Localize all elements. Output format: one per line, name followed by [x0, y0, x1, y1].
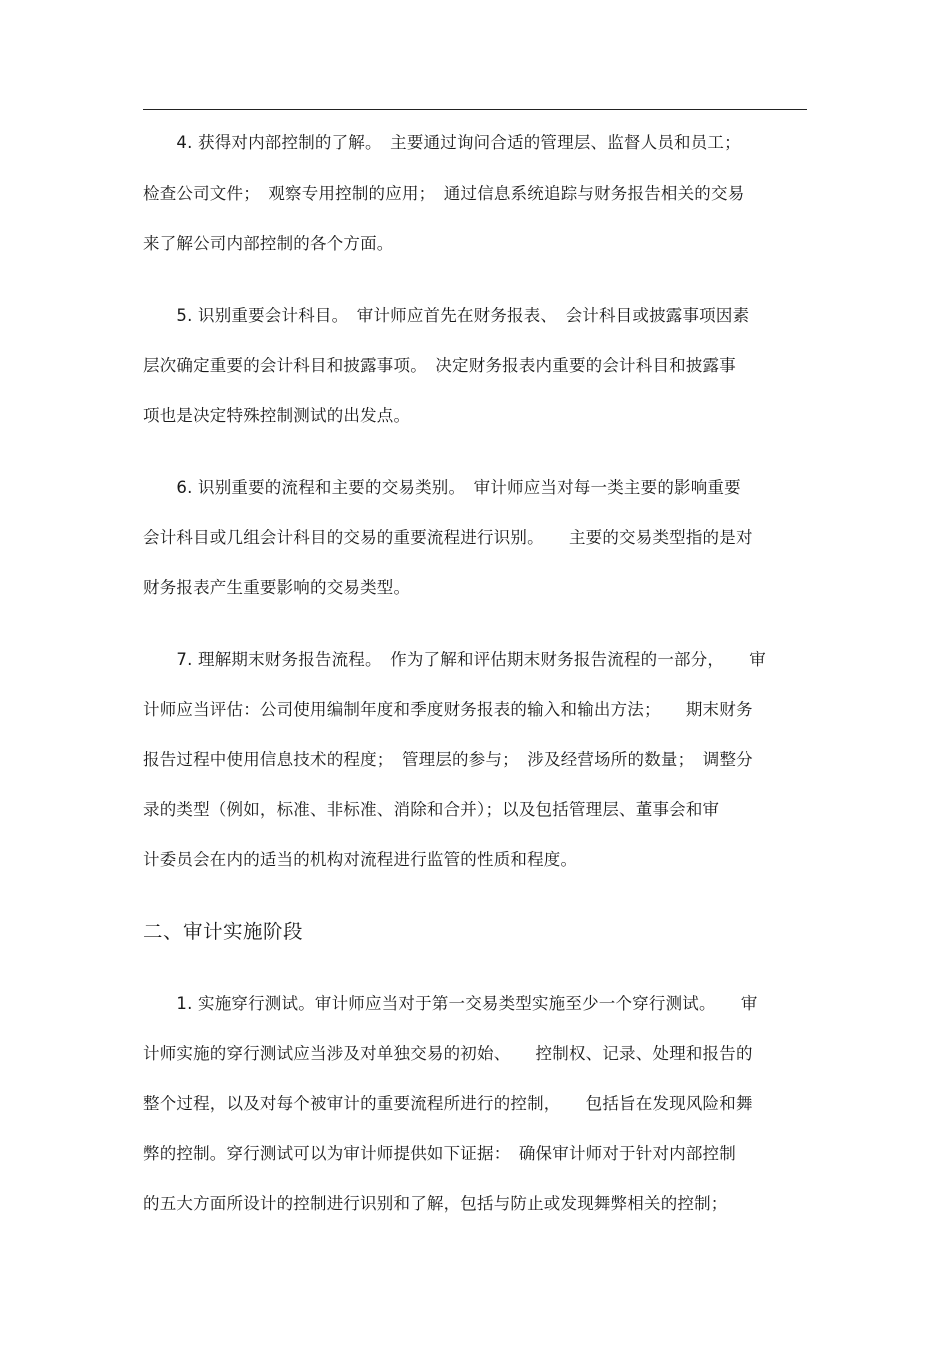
para-s2-1-line-4: 弊的控制。穿行测试可以为审计师提供如下证据： 确保审计师对于针对内部控制: [143, 1144, 736, 1163]
section-heading: 二、审计实施阶段: [143, 920, 304, 943]
para-7-line-3: 报告过程中使用信息技术的程度； 管理层的参与； 涉及经营场所的数量； 调整分: [143, 750, 753, 769]
para-s2-1-line-2: 计师实施的穿行测试应当涉及对单独交易的初始、 控制权、记录、处理和报告的: [143, 1044, 753, 1063]
para-s2-1-line-3: 整个过程，以及对每个被审计的重要流程所进行的控制， 包括旨在发现风险和舞: [143, 1094, 753, 1113]
para-s2-1-line-1: 1. 实施穿行测试。审计师应当对于第一交易类型实施至少一个穿行测试。 审: [143, 994, 758, 1013]
para-6-line-2: 会计科目或几组会计科目的交易的重要流程进行识别。 主要的交易类型指的是对: [143, 528, 753, 547]
para-6-line-1: 6. 识别重要的流程和主要的交易类别。 审计师应当对每一类主要的影响重要: [143, 478, 741, 497]
para-5-line-2: 层次确定重要的会计科目和披露事项。 决定财务报表内重要的会计科目和披露事: [143, 356, 736, 375]
para-5-line-3: 项也是决定特殊控制测试的出发点。: [143, 406, 411, 425]
para-7-line-5: 计委员会在内的适当的机构对流程进行监管的性质和程度。: [143, 850, 578, 869]
para-7-line-2: 计师应当评估：公司使用编制年度和季度财务报表的输入和输出方法； 期末财务: [143, 700, 753, 719]
para-4-line-1: 4. 获得对内部控制的了解。 主要通过询问合适的管理层、监督人员和员工；: [143, 133, 741, 152]
para-5-line-1: 5. 识别重要会计科目。 审计师应首先在财务报表、 会计科目或披露事项因素: [143, 306, 750, 325]
header-rule: [143, 109, 807, 110]
para-s2-1-line-5: 的五大方面所设计的控制进行识别和了解，包括与防止或发现舞弊相关的控制；: [143, 1194, 728, 1213]
para-7-line-4: 录的类型（例如，标准、非标准、消除和合并）；以及包括管理层、董事会和审: [143, 800, 720, 819]
para-4-line-3: 来了解公司内部控制的各个方面。: [143, 234, 394, 253]
para-4-line-2: 检查公司文件； 观察专用控制的应用； 通过信息系统追踪与财务报告相关的交易: [143, 184, 745, 203]
para-7-line-1: 7. 理解期末财务报告流程。 作为了解和评估期末财务报告流程的一部分， 审: [143, 650, 766, 669]
para-6-line-3: 财务报表产生重要影响的交易类型。: [143, 578, 411, 597]
